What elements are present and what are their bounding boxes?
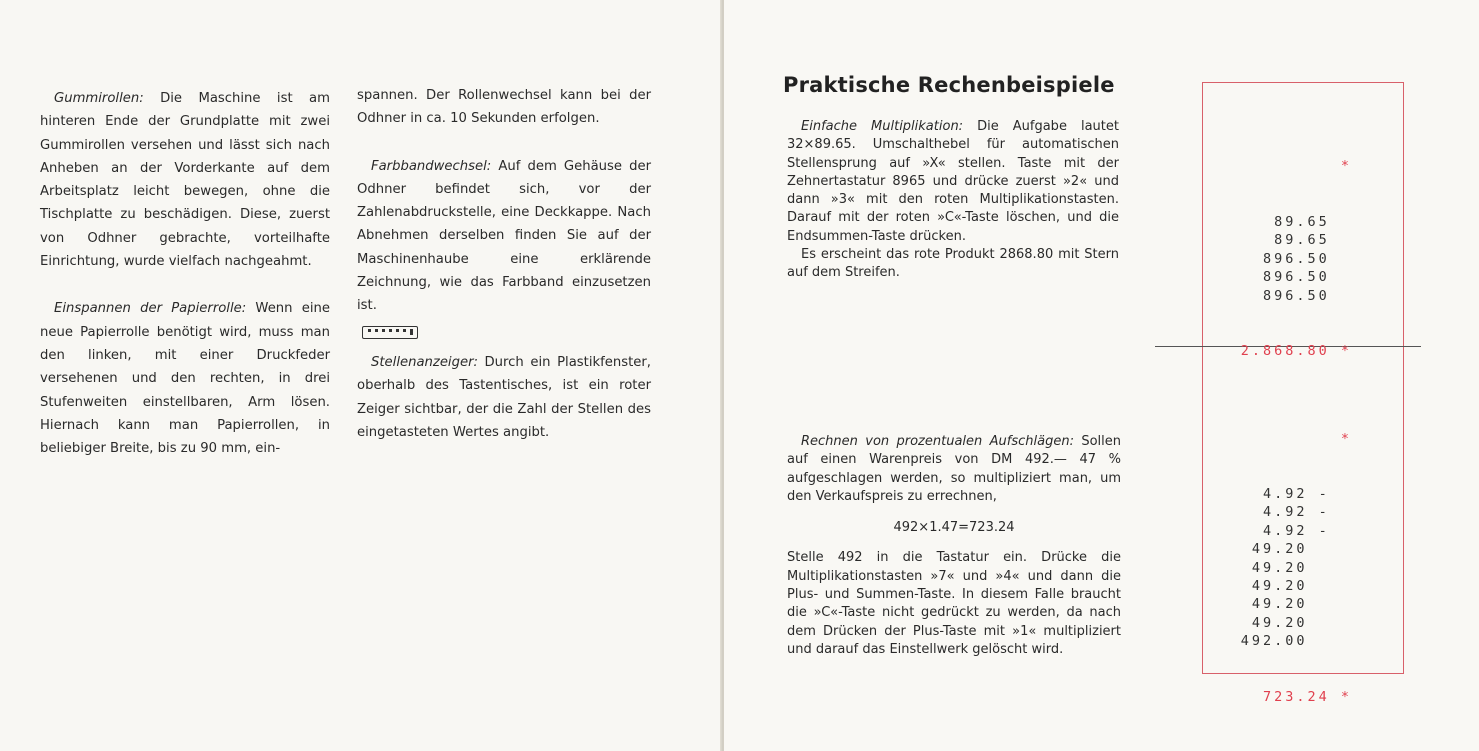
tape2-line-6: 49.20 bbox=[1251, 578, 1352, 595]
paragraph-percentage bbox=[787, 433, 1121, 506]
tape2-line-2: 4.92 - bbox=[1262, 504, 1352, 521]
text-gummirollen: Die Maschine ist am hinteren Ende der Grundplatte mit zwei Gummirollen versehen und lässt sich nach Anheben an der Vorderkante auf dem Arbeitsplatz leicht bewegen, ohne die Tischplatte zu beschädigen. Diese, zuerst von Odhner gebrachte, vorteilhafte Einrichtung, wurde vielfach nachgeahmt. bbox=[40, 91, 330, 270]
paragraph-multiplication bbox=[787, 118, 1119, 246]
tape1-line-2: 89.65 bbox=[1274, 232, 1352, 248]
tape1-total-star: * bbox=[1340, 343, 1352, 359]
tape2-line-9: 492.00 bbox=[1240, 633, 1352, 650]
paragraph-percentage-steps: Stelle 492 in die Tastatur ein. Drücke die Multiplikationstasten »7« und »4« und dann die Plus- und Summen-Taste. In diesem Falle braucht die »C«-Taste nicht gedrückt zu werden, da nach dem Drücken der Plus-Taste mit »1« multipliziert und darauf das Einstellwerk gelöscht wird. bbox=[787, 550, 1121, 657]
left-column-1 bbox=[40, 87, 330, 460]
paragraph-stellenanzeiger bbox=[357, 351, 651, 444]
tape1-total-row bbox=[1241, 342, 1352, 361]
tape2-line-1: 4.92 - bbox=[1262, 486, 1352, 503]
text-stellenanzeiger: Durch ein Plastikfenster, oberhalb des Tastentisches, ist ein roter Zeiger sichtbar, der die Zahl der Stellen des eingetasteten Wertes angibt. bbox=[357, 354, 651, 440]
text-farbband: Auf dem Gehäuse der Odhner befindet sich, vor der Zahlenabdruckstelle, eine Deckkappe. Nach Abnehmen derselben finden Sie auf der Maschinenhaube eine erklärende Zeichnung, wie das Farbband einzusetzen ist. bbox=[357, 158, 651, 314]
paragraph-mult-result: Es erscheint das rote Produkt 2868.80 mit Stern auf dem Streifen. bbox=[787, 247, 1119, 281]
tape-printout-2 bbox=[1241, 393, 1352, 724]
tape1-line-5: 896.50 bbox=[1262, 287, 1352, 304]
tape-printout-1 bbox=[1241, 120, 1352, 379]
tape1-star: * bbox=[1340, 158, 1352, 174]
tape1-line-4: 896.50 bbox=[1262, 269, 1352, 285]
tape1-total: 2.868.80 bbox=[1240, 343, 1330, 359]
page-title: Praktische Rechenbeispiele bbox=[783, 73, 1115, 97]
left-column-2 bbox=[357, 84, 651, 444]
tape2-star: * bbox=[1340, 430, 1352, 447]
text-einspannen: Wenn eine neue Papierrolle benötigt wird, muss man den linken, mit einer Druckfeder versehenen und den rechten, in drei Stufenweiten einstellbaren, Arm lösen. Hiernach kann man Papierrollen, in beliebiger Breite, bis zu 90 mm, ein- bbox=[40, 301, 330, 457]
tape2-total: 723.24 bbox=[1262, 688, 1330, 705]
tape2-line-8: 49.20 bbox=[1251, 614, 1352, 631]
paragraph-farbband bbox=[357, 155, 651, 318]
tape1-line-3: 896.50 bbox=[1262, 250, 1352, 267]
label-stellenanzeiger: Stellenanzeiger: bbox=[371, 354, 478, 370]
label-gummirollen: Gummirollen: bbox=[54, 91, 144, 106]
percentage-section bbox=[787, 433, 1121, 659]
paragraph-gummirollen bbox=[40, 87, 330, 273]
label-multiplication: Einfache Multiplikation: bbox=[801, 119, 964, 134]
tape2-total-row bbox=[1241, 688, 1352, 706]
stellenanzeiger-icon bbox=[362, 326, 418, 339]
tape2-total-star: * bbox=[1340, 688, 1352, 705]
paragraph-spannen: spannen. Der Rollenwechsel kann bei der Odhner in ca. 10 Sekunden erfolgen. bbox=[357, 88, 651, 127]
tape2-line-7: 49.20 bbox=[1251, 596, 1352, 613]
label-einspannen: Einspannen der Papierrolle: bbox=[54, 301, 247, 317]
tape2-line-3: 4.92 - bbox=[1262, 522, 1352, 539]
text-multiplication: Die Aufgabe lautet 32×89.65. Umschalthebel für automatischen Stellensprung auf »X« stellen. Taste mit der Zehnertastatur 8965 und drücke zuerst »2« und dann »3« mit den roten Multiplikationstasten. Darauf mit der roten »C«-Taste löschen, und die Endsummen-Taste drücken. bbox=[787, 119, 1119, 244]
tape2-lines bbox=[1241, 485, 1352, 651]
multiplication-section bbox=[787, 118, 1119, 283]
formula: 492×1.47=723.24 bbox=[893, 520, 1015, 536]
tape1-line-1: 89.65 bbox=[1274, 213, 1352, 230]
tape2-line-4: 49.20 bbox=[1251, 541, 1352, 558]
tape1-lines bbox=[1241, 213, 1352, 306]
tape2-line-5: 49.20 bbox=[1251, 559, 1352, 576]
label-farbband: Farbbandwechsel: bbox=[371, 158, 492, 174]
label-percentage: Rechnen von prozentualen Aufschlägen: bbox=[801, 434, 1074, 449]
paragraph-einspannen bbox=[40, 297, 330, 460]
text-percentage: Sollen auf einen Warenpreis von DM 492.— 47 % aufgeschlagen werden, so multipliziert man, um den Verkaufspreis zu errechnen, bbox=[787, 434, 1121, 504]
